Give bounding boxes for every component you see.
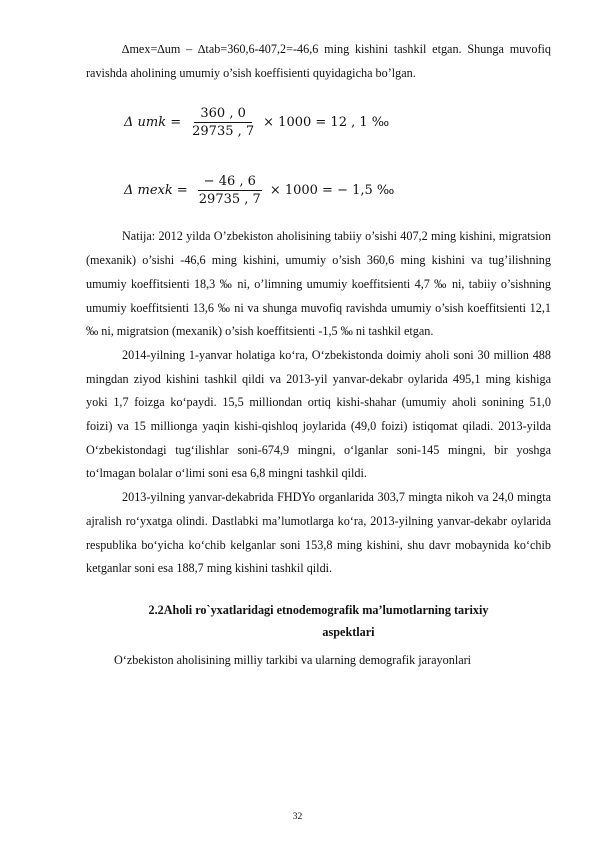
page-number: 32 bbox=[292, 812, 303, 822]
section-heading bbox=[86, 599, 551, 643]
formula-umk bbox=[124, 97, 551, 147]
section-heading-line1: 2.2Aholi ro`yxatlaridagi etnodemografik ma’lumotlarning tarixiy bbox=[148, 602, 489, 617]
document-page bbox=[86, 38, 551, 684]
formula-mexk-lhs: Δ mexk = bbox=[124, 182, 188, 198]
section-heading-line2: aspektlari bbox=[322, 624, 375, 639]
formula-umk-denominator: 29735 , 7 bbox=[192, 123, 255, 139]
formula-umk-fraction bbox=[186, 106, 260, 139]
intro-paragraph: ∆mex=∆um – ∆tab=360,6-407,2=-46,6 ming kishini tashkil etgan. Shunga muvofiq ravishda aholining umumiy o’sish koeffisienti quyidagicha bo’lgan. bbox=[86, 42, 551, 80]
paragraph-2013: 2013-yilning yanvar-dekabrida FHDYo organlarida 303,7 mingta nikoh va 24,0 mingta ajralish ro‘yxatga olindi. Dastlabki ma’lumotlarga ko‘ra, 2013-yilning yanvar-dekabr oylarida respublika bo‘yicha ko‘chib kelganlar soni 153,8 ming kishini, shu davr mobaynida ko‘chib ketganlar soni esa 188,7 ming kishini tashkil qildi. bbox=[86, 490, 551, 576]
formula-umk-lhs: Δ umk = bbox=[124, 114, 182, 130]
formula-mexk-fraction bbox=[193, 174, 267, 207]
formula-mexk-denominator: 29735 , 7 bbox=[198, 191, 261, 207]
formula-mexk bbox=[124, 165, 551, 215]
formula-mexk-numerator: − 46 , 6 bbox=[198, 174, 262, 191]
formula-umk-numerator: 360 , 0 bbox=[194, 106, 251, 123]
formula-mexk-rhs: × 1000 = − 1,5 ‰ bbox=[269, 182, 395, 198]
paragraph-2014: 2014-yilning 1-yanvar holatiga ko‘ra, O‘zbekistonda doimiy aholi soni 30 million 488 mingdan ziyod kishini tashkil qildi va 2013-yil yanvar-dekabr oylarida 495,1 ming kishiga yoki 1,7 foizga ko‘paydi. 15,5 milliondan ortiq kishi-shahar (umumiy aholi sonining 51,0 foizi) va 15 millionga yaqin kishi-qishloq joylarida (49,0 foizi) istiqomat qiladi. 2013-yilda O‘zbekistondagi tug‘ilishlar soni-674,9 mingni, o‘lganlar soni-145 mingni, bir yoshga to‘lmagan bolalar o‘limi soni esa 6,8 mingni tashkil qildi. bbox=[86, 347, 551, 481]
last-paragraph: O‘zbekiston aholisining milliy tarkibi va ularning demografik jarayonlari bbox=[114, 652, 472, 667]
result-paragraph: Natija: 2012 yilda O’zbekiston aholisining tabiiy o’sishi 407,2 ming kishini, migratsion (mexanik) o’sishi -46,6 ming kishini, umumiy o’sish 360,6 ming kishini va tug’ilishning umumiy koeffitsienti 18,3 ‰ ni, o’limning umumiy koeffitsienti 4,7 ‰ ni, tabiiy o’sishning umumiy koeffitsienti 13,6 ‰ ni va shunga muvofiq ravishda umumiy o’sish koeffitsienti 12,1 ‰ ni, migratsion (mexanik) o’sish koeffitsienti -1,5 ‰ ni tashkil etgan. bbox=[86, 229, 551, 339]
formula-umk-rhs: × 1000 = 12 , 1 ‰ bbox=[263, 114, 390, 130]
